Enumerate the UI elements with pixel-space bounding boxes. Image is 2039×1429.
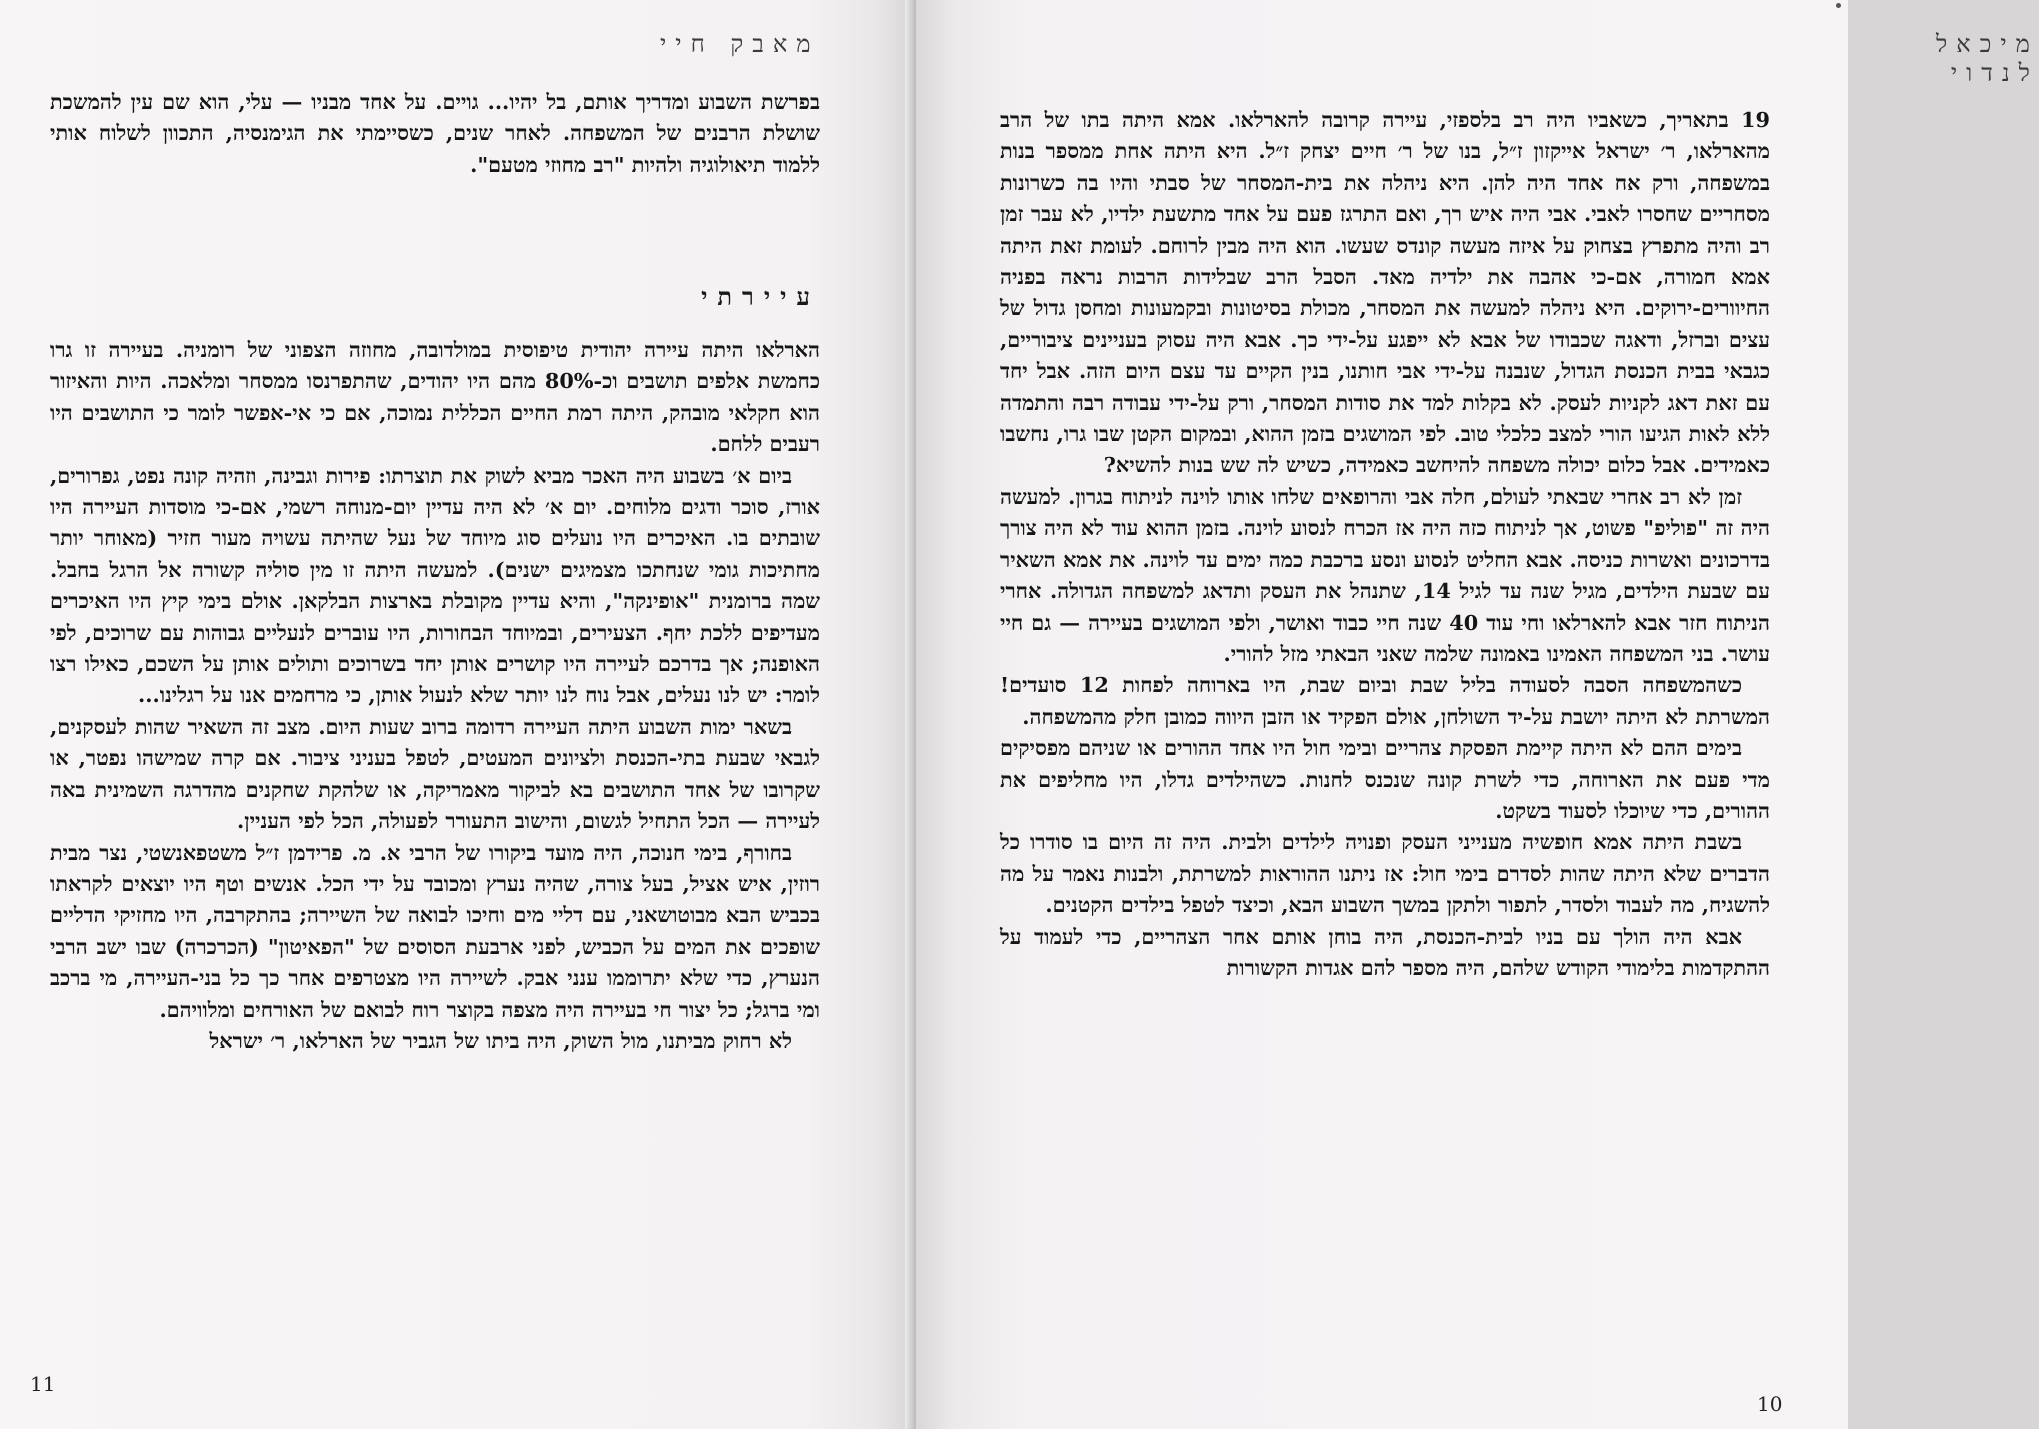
- paragraph: לא רחוק מביתנו, מול השוק, היה ביתו של הגביר של הארלאו, ר׳ ישראל: [209, 1027, 792, 1053]
- paragraph: בפרשת השבוע ומדריך אותם, בל יהיו... גויים. על אחד מבניו — עלי, הוא שם עין להמשכת שושלת הרבנים של המשפחה. לאחר שנים, כשסיימתי את הגימנסיה, התכוון לשלוח אותי ללמוד תיאולוגיה ולהיות "רב מחוזי מטעם".: [50, 89, 820, 177]
- paragraph: כשהמשפחה הסבה לסעודה בליל שבת וביום שבת, היו בארוחה לפחות 12 סועדים! המשרתת לא היתה יושבת על-יד השולחן, אולם הפקיד או הזבן היווה כמובן חלק מהמשפחה.: [1000, 672, 1770, 729]
- paragraph: בשבת היתה אמא חופשיה מענייני העסק ופנויה לילדים ולבית. היה זה היום בו סודרו כל הדברים שלא היתה שהות לסדרם בימי חול: אז ניתנו ההוראות למשרתת, ולבנות נאמר על מה להשגיח, מה לעבוד ולסדר, לתפור ולתקן במשך השבוע הבא, וכיצד לטפל בילדים הקטנים.: [1000, 829, 1770, 918]
- right-page: [916, 0, 2039, 1429]
- left-page-top-paragraph: [50, 86, 820, 180]
- section-title: עיירתי: [701, 282, 820, 311]
- running-head-right: מיכאל לנדוי: [1935, 30, 2039, 87]
- page-number-right: 10: [1757, 1392, 1783, 1416]
- paragraph: אבא היה הולך עם בניו לבית-הכנסת, היה בוחן אותם אחר הצהריים, כדי לעמוד על ההתקדמות בלימודי הקודש שלהם, היה מספר להם אגדות הקשורות: [1000, 923, 1770, 980]
- paragraph: ביום א׳ בשבוע היה האכר מביא לשוק את תוצרתו: פירות וגבינה, וזהיה קונה נפט, גפרורים, אורז, סוכר ודגים מלוחים. יום א׳ לא היה עדיין יום-מנוחה רשמי, אם-כי מוסדות העיירה היו שובתים בו. האיכרים היו נועלים סוג מיוחד של נעל שהיתה עשויה מעור חזיר (מאוחר יותר מחתיכות גומי שנחתכו מצמיגים ישנים). למעשה היתה זו מין סוליה קשורה אל הרגל בחבל. שמה ברומנית "אופינקה", והיא עדיין מקובלת בארצות הבלקאן. אולם בימי קיץ היו האיכרים מעדיפים ללכת יחף. הצעירים, ובמיוחד הבחורות, היו עוברים לנעליים גבוהות עם שרוכים, לפי האופנה; אך בדרכם לעיירה היו קושרים אותן יחד בשרוכים ותולים אותן על השכם, כאילו רצו לומר: יש לנו נעלים, אבל נוח לנו יותר שלא לנעול אותן, כי מרחמים אנו על רגלינו...: [50, 462, 820, 708]
- running-head-left: מאבק חיי: [660, 30, 820, 58]
- left-page-body: [50, 334, 820, 1056]
- corner-mark: [1836, 3, 1841, 8]
- page-number-left: 11: [30, 1372, 56, 1396]
- paragraph: בחורף, בימי חנוכה, היה מועד ביקורו של הרבי א. מ. פרידמן ז״ל משטפאנשטי, נצר מבית רוזין, איש אציל, בעל צורה, שהיה נערץ ומכובד על ידי הכל. אנשים וטף היו יוצאים לקראתו בכביש הבא מבוטושאני, עם דליי מים וחיכו לבואה של השיירה; בהתקרבה, היו מחזיקי הדליים שופכים את המים על הכביש, לפני ארבעת הסוסים של "הפאיטון" (הכרכרה) שבו ישב הרבי הנערץ, כדי שלא יתרוממו ענני אבק. לשיירה היו מצטרפים אחר כך כל בני-העיירה, מי ברכב ומי ברגל; כל יצור חי בעיירה היה מצפה בקוצר רוח לבואם של האורחים ומלוויהם.: [50, 839, 820, 1022]
- paragraph: זמן לא רב אחרי שבאתי לעולם, חלה אבי והרופאים שלחו אותו לוינה לניתוח בגרון. למעשה היה זה "פוליפ" פשוט, אך לניתוח כזה היה אז הכרח לנסוע לוינה. בזמן ההוא עוד לא היה צורך בדרכונים ואשרות כניסה. אבא החליט לנסוע ונסע ברכבת כמה ימים עד לוינה. את אמא השאיר עם שבעת הילדים, מגיל שנה עד לגיל 14, שתנהל את העסק ותדאג למשפחה הגדולה. אחרי הניתוח חזר אבא להארלאו וחי עוד 40 שנה חיי כבוד ואושר, ולפי המושגים בעיירה — גם חיי עושר. בני המשפחה האמינו באמונה שלמה שאני הבאתי מזל להורי.: [1000, 483, 1770, 666]
- paragraph: בשאר ימות השבוע היתה העיירה רדומה ברוב שעות היום. מצב זה השאיר שהות לעסקנים, לגבאי שבעת בתי-הכנסת ולציונים המעטים, לטפל בעניני ציבור. אם קרה שמישהו נפטר, או שקרובו של אחד התושבים בא לביקור מאמריקה, או שלהקת שחקנים מהדרגה השמינית באה לעיירה — הכל התחיל לגשום, והישוב התעורר לפעולה, הכל לפי העניין.: [50, 713, 820, 834]
- paragraph: בימים ההם לא היתה קיימת הפסקת צהריים ובימי חול היו אחד ההורים או שניהם מפסיקים מדי פעם את הארוחה, כדי לשרת קונה שנכנס לחנות. כשהילדים גדלו, היו מחליפים את ההורים, כדי שיוכלו לסעוד בשקט.: [1000, 735, 1770, 823]
- right-page-body: [1000, 104, 1770, 983]
- paragraph: 19 בתאריך, כשאביו היה רב בלספזי, עיירה קרובה להארלאו. אמא היתה בתו של הרב מהארלאו, ר׳ ישראל אייקזון ז״ל, בנו של ר׳ חיים יצחק ז״ל. היא היתה אחת ממספר בנות במשפחה, ורק אח אחד היה להן. היא ניהלה את בית-המסחר של סבתי והיו בה כשרונות מסחריים שחסרו לאבי. אבי היה איש רך, ואם התרגז פעם על אחד מתשעת ילדיו, לא עבר זמן רב והיה מתפרץ בצחוק על איזה מעשה קונדס שעשו. הוא היה מבין לרוחם. לעומת זאת היתה אמא חמורה, אם-כי אהבה את ילדיה מאד. הסבל הרב שבלידות הרבות נראה בפניה החיוורים-ירוקים. היא ניהלה למעשה את המסחר, מכולת בסיטונות ובקמעונות ומחסן גדול של עצים וברזל, ודאגה שכבודו של אבא לא ייפגע על-ידי כך. אבא היה עסוק בעניינים ציבוריים, כגבאי בבית הכנסת הגדול, שנבנה על-ידי אבי חותנו, בנין הקיים עד עצם היום הזה. אבל יחד עם זאת דאג לקניות לעסק. לא בקלות למד את סודות המסחר, ורק על-ידי עבודה רבה והתמדה ללא לאות הגיעו הורי למצב כלכלי טוב. לפי המושגים בזמן ההוא, ובמקום הקטן שבו גרו, נחשבו כאמידים. אבל כלום יכולה משפחה להיחשב כאמידה, כשיש לה שש בנות להשיא?: [1000, 107, 1770, 478]
- paragraph: הארלאו היתה עיירה יהודית טיפוסית במולדובה, מחוזה הצפוני של רומניה. בעיירה זו גרו כחמשת אלפים תושבים וכ-80% מהם היו יהודים, שהתפרנסו ממסחר ומלאכה. היות והאיזור הוא חקלאי מובהק, היתה רמת החיים הכללית נמוכה, אם כי אי-אפשר לומר כי התושבים היו רעבים ללחם.: [50, 337, 820, 457]
- left-page: [0, 0, 912, 1429]
